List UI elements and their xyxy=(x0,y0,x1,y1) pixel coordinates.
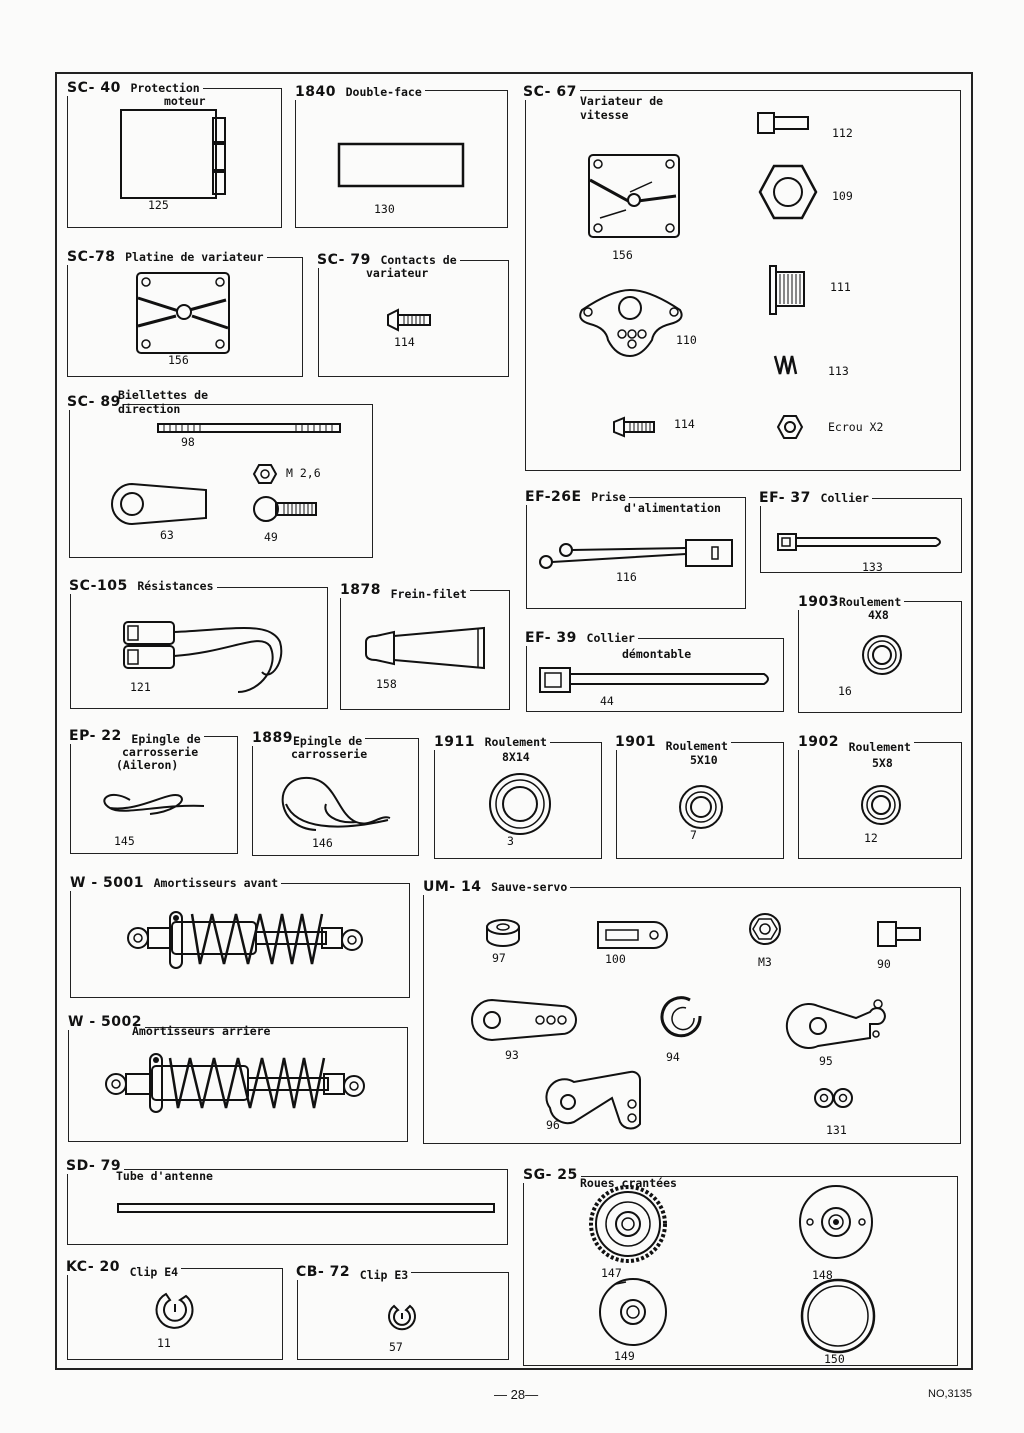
page-number: — 28— xyxy=(494,1387,539,1402)
part-code: SG- 25 xyxy=(523,1167,578,1183)
section-ef26e-header xyxy=(522,487,629,505)
part-number: 113 xyxy=(828,364,849,378)
part-code: 1911 xyxy=(434,734,475,750)
part-title: Clip E4 xyxy=(129,1265,179,1279)
part-number: 145 xyxy=(114,834,135,848)
part-number: 63 xyxy=(160,528,174,542)
section-sc67-header xyxy=(520,82,580,100)
part-number: 130 xyxy=(374,202,395,216)
part-number: 49 xyxy=(264,530,278,544)
part-code: EF- 39 xyxy=(525,630,577,646)
servo-saver-95-illustration xyxy=(790,994,890,1050)
ball-stud-49-illustration xyxy=(252,494,318,524)
section-um14-header xyxy=(420,877,570,895)
part-code: 1878 xyxy=(340,582,381,598)
section-sc105-header xyxy=(66,576,217,594)
part-title: Protection xyxy=(130,81,200,95)
part-number: 147 xyxy=(601,1266,622,1280)
part-number: 125 xyxy=(148,198,169,212)
section-cb72-header xyxy=(293,1262,411,1280)
part-title-line2: 5X8 xyxy=(872,756,893,770)
disc-149-illustration xyxy=(598,1276,668,1348)
section-kc20-header xyxy=(63,1257,181,1279)
bearing-12-illustration xyxy=(860,784,902,826)
part-code: SD- 79 xyxy=(66,1158,122,1174)
threaded-rod-98-illustration xyxy=(156,422,342,434)
section-sc67 xyxy=(525,90,961,471)
part-title: Sauve-servo xyxy=(491,880,568,894)
part-code: CB- 72 xyxy=(296,1264,351,1280)
section-1902-header xyxy=(795,732,914,754)
part-title: Amortisseurs avant xyxy=(153,876,279,890)
part-title: Biellettes de xyxy=(118,388,209,402)
screw-112-illustration xyxy=(756,110,812,136)
part-code: EF- 37 xyxy=(759,490,811,506)
part-title-line2: moteur xyxy=(164,94,206,108)
part-number: 95 xyxy=(819,1054,833,1068)
part-number: 146 xyxy=(312,836,333,850)
part-number: 149 xyxy=(614,1349,635,1363)
part-title: Epingle de xyxy=(292,734,363,748)
speed-controller-156-illustration xyxy=(586,152,682,240)
part-title: Platine de variateur xyxy=(125,250,264,264)
part-code: SC- 79 xyxy=(317,252,371,268)
link-131-illustration xyxy=(812,1086,856,1110)
part-number: 133 xyxy=(862,560,883,574)
part-title-line2: carrosserie xyxy=(122,745,199,759)
part-title-line2: carrosserie xyxy=(291,747,368,761)
document-reference: NO,3135 xyxy=(928,1388,973,1400)
section-sg25-header xyxy=(520,1165,581,1183)
part-code: 1889 xyxy=(252,730,293,746)
spacer-111-illustration xyxy=(768,264,808,316)
gear-147-illustration xyxy=(588,1184,668,1264)
part-label: M3 xyxy=(758,955,772,969)
section-1901-header xyxy=(612,732,731,753)
section-w5001-header xyxy=(67,873,281,891)
servo-arm-93-illustration xyxy=(470,996,580,1044)
motor-guard-illustration xyxy=(118,108,233,203)
part-number: 114 xyxy=(674,417,695,431)
part-title: Roulement xyxy=(484,735,547,749)
contact-114-illustration xyxy=(386,308,434,332)
part-number: 111 xyxy=(830,280,851,294)
part-title-line2: 5X10 xyxy=(690,753,718,767)
part-title-line2: démontable xyxy=(622,647,692,661)
part-number: 150 xyxy=(824,1352,845,1366)
part-title-line2: 4X8 xyxy=(868,608,889,622)
body-clip-145-illustration xyxy=(100,786,206,818)
part-title: Amortisseurs arriere xyxy=(132,1024,271,1038)
ring-150-illustration xyxy=(800,1278,876,1354)
part-title: Variateur de xyxy=(580,94,664,108)
part-number: 116 xyxy=(616,570,637,584)
part-code: UM- 14 xyxy=(423,879,482,895)
part-number: 97 xyxy=(492,951,506,965)
section-sd79-header xyxy=(63,1156,124,1174)
part-title: Roulement xyxy=(838,595,902,609)
part-code: 1840 xyxy=(295,84,336,100)
rear-shock-illustration xyxy=(104,1050,368,1114)
part-code: 1901 xyxy=(615,734,656,750)
part-number: 158 xyxy=(376,677,397,691)
e-clip-11-illustration xyxy=(152,1290,198,1330)
part-title-line2: variateur xyxy=(366,266,429,280)
part-number: 90 xyxy=(877,957,891,971)
nut-m3-illustration xyxy=(748,912,782,946)
part-title: Résistances xyxy=(137,579,214,593)
section-1878-header xyxy=(337,580,470,601)
part-title: Epingle de xyxy=(131,732,201,746)
section-sc89-header xyxy=(64,392,124,410)
section-ef39-header xyxy=(522,628,638,646)
cable-tie-44-illustration xyxy=(538,666,774,694)
part-number: 98 xyxy=(181,435,195,449)
section-1840-header xyxy=(292,82,425,100)
part-number: 114 xyxy=(394,335,415,349)
part-title-line2: direction xyxy=(118,402,181,416)
bearing-7-illustration xyxy=(678,784,724,830)
part-number: 121 xyxy=(130,680,151,694)
part-title: Collier xyxy=(586,631,635,645)
bearing-16-illustration xyxy=(861,634,903,676)
part-number: 57 xyxy=(389,1340,403,1354)
part-code: SC-78 xyxy=(67,249,116,265)
part-code: W - 5001 xyxy=(70,875,144,891)
e-clip-57-illustration xyxy=(384,1302,418,1332)
part-title-line2: vitesse xyxy=(580,108,629,122)
part-title: Collier xyxy=(820,491,869,505)
spring-ring-94-illustration xyxy=(660,994,706,1040)
bushing-97-illustration xyxy=(484,918,522,948)
part-number: 11 xyxy=(157,1336,171,1350)
part-code: SC- 67 xyxy=(523,84,577,100)
part-title: Roulement xyxy=(665,739,728,753)
part-number: 96 xyxy=(546,1118,560,1132)
antenna-tube-illustration xyxy=(116,1202,496,1214)
part-number: 112 xyxy=(832,126,853,140)
part-code: W - 5002 xyxy=(68,1014,142,1030)
part-title: Contacts de xyxy=(380,253,457,267)
part-number: 7 xyxy=(690,828,697,842)
part-number: 109 xyxy=(832,189,853,203)
ball-link-63-illustration xyxy=(110,482,208,526)
controller-plate-156-illustration xyxy=(134,270,232,356)
part-code: SC- 89 xyxy=(67,394,121,410)
front-shock-illustration xyxy=(126,908,366,972)
hex-nut-109-illustration xyxy=(758,164,818,220)
screw-90-illustration xyxy=(876,920,924,948)
section-sc78-header xyxy=(64,247,267,265)
part-label: Ecrou X2 xyxy=(828,420,884,434)
bearing-3-illustration xyxy=(488,772,552,836)
part-number: 3 xyxy=(507,834,514,848)
spring-113-illustration xyxy=(772,352,800,378)
power-plug-116-illustration xyxy=(536,538,738,570)
part-number: 156 xyxy=(612,248,633,262)
part-number: 156 xyxy=(168,353,189,367)
contact-plate-110-illustration xyxy=(572,288,690,360)
part-code: SC- 40 xyxy=(67,80,121,96)
section-ep22-header xyxy=(66,726,204,744)
part-title-line3: (Aileron) xyxy=(116,758,179,772)
part-number: 94 xyxy=(666,1050,680,1064)
part-title: Clip E3 xyxy=(359,1268,409,1282)
part-title: Frein-filet xyxy=(390,587,467,601)
contact-114-illustration xyxy=(612,416,658,438)
part-code: EF-26E xyxy=(525,489,582,505)
nut-illustration xyxy=(776,414,804,440)
part-number: 100 xyxy=(605,952,626,966)
part-code: SC-105 xyxy=(69,578,128,594)
threadlock-tube-158-illustration xyxy=(364,626,488,670)
nut-m26-illustration xyxy=(252,463,278,485)
part-title: Prise xyxy=(591,490,626,504)
double-face-tape-illustration xyxy=(337,142,467,190)
part-code: KC- 20 xyxy=(66,1259,120,1275)
part-title: Roulement xyxy=(848,740,911,754)
part-number: 44 xyxy=(600,694,614,708)
cable-tie-133-illustration xyxy=(776,531,946,553)
section-1911-header xyxy=(431,732,550,750)
part-title-line2: d'alimentation xyxy=(624,501,721,515)
part-title: Double-face xyxy=(345,85,422,99)
part-number: 12 xyxy=(864,831,878,845)
part-code: 1903 xyxy=(798,594,839,610)
part-number: 93 xyxy=(505,1048,519,1062)
body-clip-146-illustration xyxy=(276,774,392,834)
section-ef37-header xyxy=(756,488,872,506)
hub-148-illustration xyxy=(798,1184,874,1260)
part-title: Tube d'antenne xyxy=(116,1169,213,1183)
part-number: 148 xyxy=(812,1268,833,1282)
part-number: 110 xyxy=(676,333,697,347)
part-title-line2: 8X14 xyxy=(502,750,530,764)
part-code: 1902 xyxy=(798,734,839,750)
part-code: EP- 22 xyxy=(69,728,122,744)
plate-100-illustration xyxy=(596,920,670,950)
part-number: 16 xyxy=(838,684,852,698)
part-number: 131 xyxy=(826,1123,847,1137)
section-1889-header xyxy=(249,728,365,746)
part-title: Roues crantées xyxy=(580,1176,677,1190)
part-label: M 2,6 xyxy=(286,466,321,480)
